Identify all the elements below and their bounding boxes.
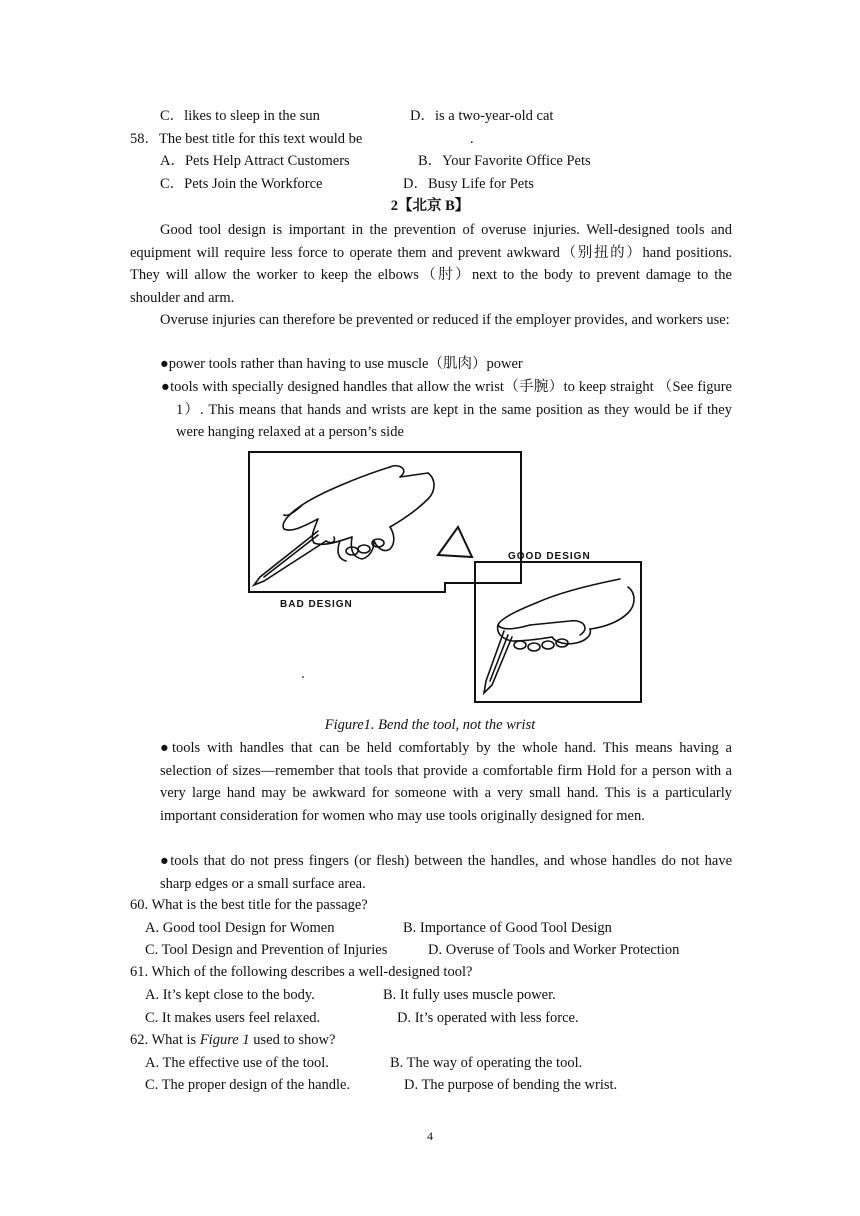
- q57-option-d: D．is a two-year-old cat: [410, 108, 554, 124]
- q62-option-c: C. The proper design of the handle.: [145, 1077, 351, 1093]
- q60-option-a: A. Good tool Design for Women: [145, 920, 335, 936]
- q57-option-c: C．likes to sleep in the sun: [160, 108, 320, 124]
- q61-option-d: D. It’s operated with less force.: [397, 1010, 579, 1026]
- bullet-2: [161, 376, 732, 444]
- bullet-4: [160, 850, 732, 895]
- q60-option-b: B. Importance of Good Tool Design: [403, 920, 612, 936]
- figure-caption: Figure1. Bend the tool, not the wrist: [324, 717, 536, 733]
- bullet-dot: ●: [160, 356, 169, 372]
- q62-stem-figure-ref: Figure 1: [199, 1032, 250, 1048]
- q62-option-b: B. The way of operating the tool.: [390, 1055, 583, 1071]
- page-number: 4: [427, 1129, 433, 1143]
- bullet-dot: ●: [160, 740, 172, 756]
- good-design-label: GOOD DESIGN: [508, 551, 591, 562]
- q61-stem: 61. Which of the following describes a well-designed tool?: [130, 964, 473, 980]
- figure-speck: [302, 676, 304, 678]
- q58-stem: 58．The best title for this text would be: [130, 131, 363, 147]
- arrow-connector: [438, 527, 472, 557]
- bullet-3: [160, 737, 732, 827]
- bullet-1-text: power tools rather than having to use muscle（肌肉）power: [168, 356, 523, 372]
- q58-blank-mark: .: [470, 131, 474, 147]
- passage-paragraph-1: Good tool design is important in the prevention of overuse injuries. Well-designed tools and equipment will require less force to operate them and prevent awkward（别扭的）hand positions. They will allow the worker to keep the elbows（肘）next to the body to prevent damage to the shoulder and arm.: [130, 222, 732, 306]
- q61-option-a: A. It’s kept close to the body.: [145, 987, 315, 1003]
- q60-stem: 60. What is the best title for the passage?: [130, 897, 368, 913]
- bullet-dot: ●: [161, 379, 171, 395]
- bullet-2-text: tools with specially designed handles that allow the wrist（手腕）to keep straight （See figure 1）. This means that hands and wrists are kept in the same position as they would be if they were hanging relaxed at a person’s side: [170, 379, 732, 440]
- bullet-1: [160, 354, 523, 374]
- q62-option-a: A. The effective use of the tool.: [145, 1055, 329, 1071]
- q58-option-d: D．Busy Life for Pets: [403, 176, 534, 192]
- bullet-3-text: tools with handles that can be held comfortably by the whole hand. This means having a selection of sizes—remember that tools that provide a comfortable firm Hold for a person with a very large hand may be awkward for someone with a very small hand. This is a particularly important consideration for women who may use tools originally designed for men.: [160, 740, 732, 824]
- section-heading: 2【北京 B】: [390, 198, 470, 214]
- q62-stem-post: used to show?: [249, 1032, 336, 1048]
- bullet-dot: ●: [160, 853, 171, 869]
- q58-option-a: A．Pets Help Attract Customers: [160, 153, 350, 169]
- q62-option-d: D. The purpose of bending the wrist.: [404, 1077, 618, 1093]
- q60-option-d: D. Overuse of Tools and Worker Protection: [428, 942, 680, 958]
- passage-paragraph-2: Overuse injuries can therefore be prevented or reduced if the employer provides, and workers use:: [160, 312, 730, 328]
- q61-option-b: B. It fully uses muscle power.: [383, 987, 556, 1003]
- figure-illustration: [240, 445, 650, 710]
- bad-design-hand-sketch: [254, 466, 434, 585]
- q60-option-c: C. Tool Design and Prevention of Injuries: [145, 942, 388, 958]
- bullet-4-text: tools that do not press fingers (or flesh) between the handles, and whose handles do not have sharp edges or a small surface area.: [160, 853, 733, 892]
- q62-stem: [130, 1030, 335, 1050]
- bad-design-frame: [249, 452, 521, 592]
- q61-option-c: C. It makes users feel relaxed.: [145, 1010, 321, 1026]
- q62-stem-pre: 62. What is: [130, 1032, 200, 1048]
- good-design-hand-sketch: [484, 579, 634, 693]
- bad-design-label: BAD DESIGN: [280, 599, 353, 610]
- q58-option-b: B．Your Favorite Office Pets: [418, 153, 591, 169]
- q58-option-c: C．Pets Join the Workforce: [160, 176, 323, 192]
